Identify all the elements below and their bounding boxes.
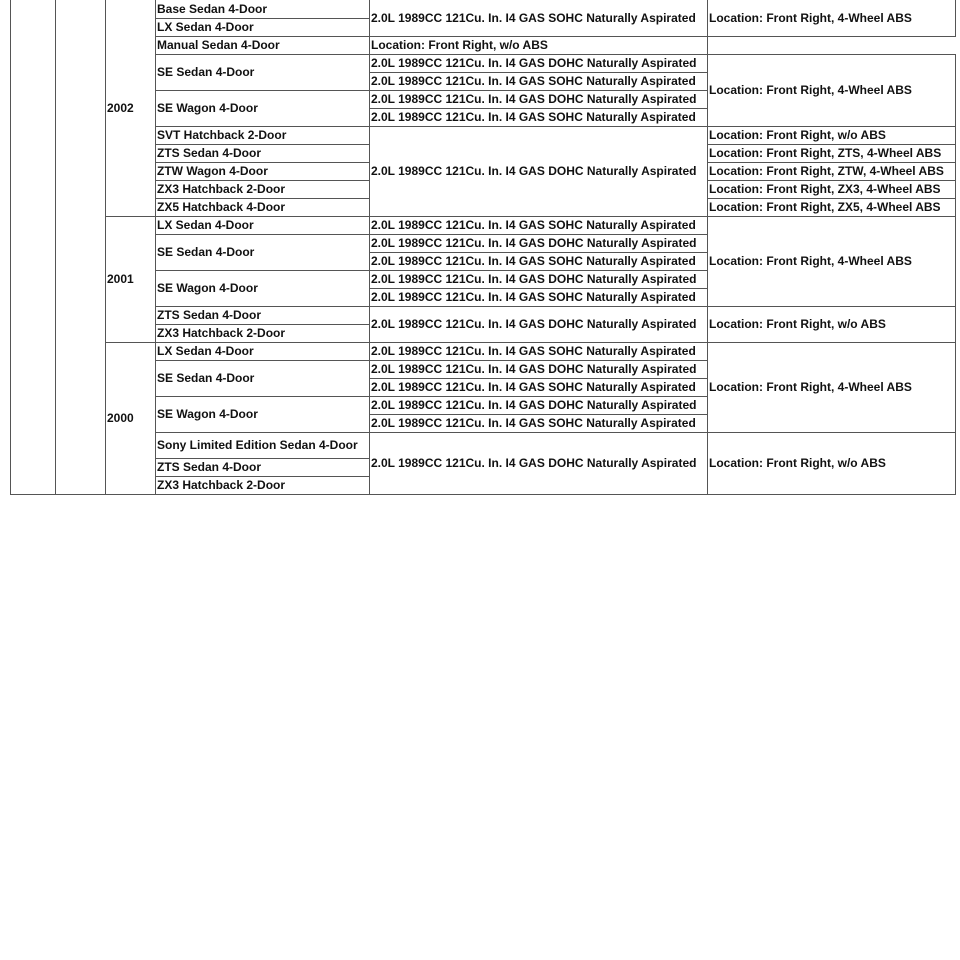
- model-cell: ZX3 Hatchback 2-Door: [156, 180, 370, 198]
- model-cell: SE Wagon 4-Door: [156, 90, 370, 126]
- location-cell: Location: Front Right, w/o ABS: [708, 306, 956, 342]
- engine-cell: 2.0L 1989CC 121Cu. In. I4 GAS DOHC Naturally Aspirated: [370, 396, 708, 414]
- model-cell: Manual Sedan 4-Door: [156, 36, 370, 54]
- engine-cell: 2.0L 1989CC 121Cu. In. I4 GAS DOHC Naturally Aspirated: [370, 432, 708, 494]
- fitment-table: [10, 0, 956, 495]
- model-cell: SVT Hatchback 2-Door: [156, 126, 370, 144]
- model-cell: SE Wagon 4-Door: [156, 396, 370, 432]
- engine-cell: 2.0L 1989CC 121Cu. In. I4 GAS SOHC Naturally Aspirated: [370, 342, 708, 360]
- engine-cell: 2.0L 1989CC 121Cu. In. I4 GAS DOHC Naturally Aspirated: [370, 360, 708, 378]
- engine-cell: 2.0L 1989CC 121Cu. In. I4 GAS SOHC Naturally Aspirated: [370, 216, 708, 234]
- location-cell: Location: Front Right, ZX5, 4-Wheel ABS: [708, 198, 956, 216]
- table-row: [11, 342, 956, 360]
- location-cell: Location: Front Right, 4-Wheel ABS: [708, 0, 956, 36]
- engine-cell: 2.0L 1989CC 121Cu. In. I4 GAS DOHC Naturally Aspirated: [370, 306, 708, 342]
- model-cell: LX Sedan 4-Door: [156, 342, 370, 360]
- engine-cell: 2.0L 1989CC 121Cu. In. I4 GAS DOHC Naturally Aspirated: [370, 270, 708, 288]
- engine-cell: 2.0L 1989CC 121Cu. In. I4 GAS SOHC Naturally Aspirated: [370, 0, 708, 36]
- engine-cell: 2.0L 1989CC 121Cu. In. I4 GAS DOHC Naturally Aspirated: [370, 90, 708, 108]
- model-cell: LX Sedan 4-Door: [156, 216, 370, 234]
- model-cell: ZTS Sedan 4-Door: [156, 458, 370, 476]
- year-cell: 2000: [106, 342, 156, 494]
- engine-cell: 2.0L 1989CC 121Cu. In. I4 GAS DOHC Naturally Aspirated: [370, 234, 708, 252]
- model-cell: ZX3 Hatchback 2-Door: [156, 476, 370, 494]
- engine-cell: 2.0L 1989CC 121Cu. In. I4 GAS SOHC Naturally Aspirated: [370, 252, 708, 270]
- engine-cell: 2.0L 1989CC 121Cu. In. I4 GAS SOHC Naturally Aspirated: [370, 108, 708, 126]
- location-cell: Location: Front Right, w/o ABS: [370, 36, 708, 54]
- engine-cell: 2.0L 1989CC 121Cu. In. I4 GAS DOHC Naturally Aspirated: [370, 126, 708, 216]
- location-cell: Location: Front Right, 4-Wheel ABS: [708, 342, 956, 432]
- model-cell: Base Sedan 4-Door: [156, 0, 370, 18]
- location-cell: Location: Front Right, ZTW, 4-Wheel ABS: [708, 162, 956, 180]
- table-row: [11, 0, 956, 18]
- year-cell: 2002: [106, 0, 156, 216]
- engine-cell: 2.0L 1989CC 121Cu. In. I4 GAS DOHC Naturally Aspirated: [370, 54, 708, 72]
- location-cell: Location: Front Right, 4-Wheel ABS: [708, 216, 956, 306]
- location-cell: Location: Front Right, ZX3, 4-Wheel ABS: [708, 180, 956, 198]
- engine-cell: 2.0L 1989CC 121Cu. In. I4 GAS SOHC Naturally Aspirated: [370, 378, 708, 396]
- engine-cell: 2.0L 1989CC 121Cu. In. I4 GAS SOHC Naturally Aspirated: [370, 288, 708, 306]
- model-cell: ZTW Wagon 4-Door: [156, 162, 370, 180]
- model-cell: ZX3 Hatchback 2-Door: [156, 324, 370, 342]
- engine-cell: 2.0L 1989CC 121Cu. In. I4 GAS SOHC Naturally Aspirated: [370, 414, 708, 432]
- model-cell: SE Sedan 4-Door: [156, 234, 370, 270]
- engine-cell: 2.0L 1989CC 121Cu. In. I4 GAS SOHC Naturally Aspirated: [370, 72, 708, 90]
- model-cell: LX Sedan 4-Door: [156, 18, 370, 36]
- model-cell: ZTS Sedan 4-Door: [156, 306, 370, 324]
- location-cell: Location: Front Right, ZTS, 4-Wheel ABS: [708, 144, 956, 162]
- model-cell: ZX5 Hatchback 4-Door: [156, 198, 370, 216]
- model-cell: Sony Limited Edition Sedan 4-Door: [156, 432, 370, 458]
- model-cell: SE Wagon 4-Door: [156, 270, 370, 306]
- year-cell: 2001: [106, 216, 156, 342]
- model-cell: SE Sedan 4-Door: [156, 54, 370, 90]
- blank-cell: [56, 0, 106, 494]
- blank-cell: [11, 0, 56, 494]
- model-cell: SE Sedan 4-Door: [156, 360, 370, 396]
- model-cell: ZTS Sedan 4-Door: [156, 144, 370, 162]
- location-cell: Location: Front Right, w/o ABS: [708, 432, 956, 494]
- location-cell: Location: Front Right, w/o ABS: [708, 126, 956, 144]
- table-row: [11, 216, 956, 234]
- location-cell: Location: Front Right, 4-Wheel ABS: [708, 54, 956, 126]
